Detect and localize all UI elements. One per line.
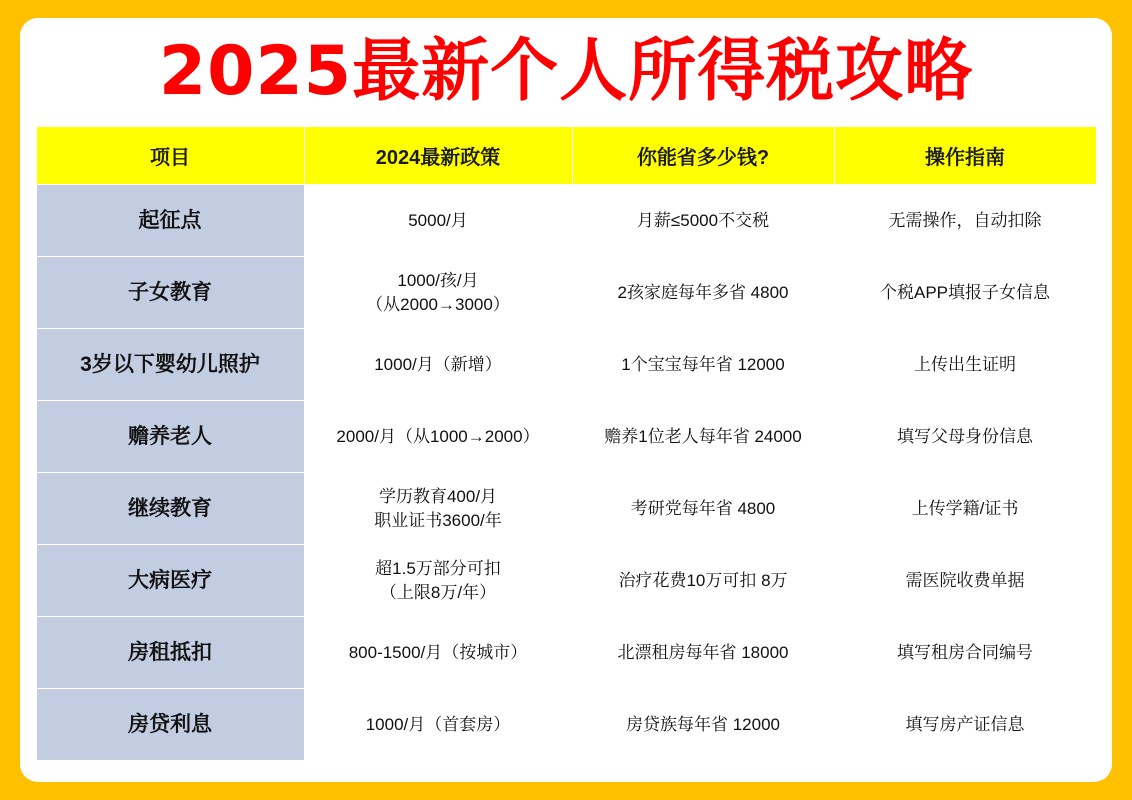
column-header-guide: 操作指南 [834, 127, 1096, 185]
table-row [36, 689, 1096, 761]
cell-line: 填写租房合同编号 [897, 642, 1033, 662]
cell-guide [834, 473, 1096, 545]
table-row [36, 185, 1096, 257]
title-bar [20, 18, 1112, 126]
column-header-item: 项目 [36, 127, 304, 185]
cell-item: 大病医疗 [36, 545, 304, 617]
cell-line: 赡养1位老人每年省 24000 [604, 426, 802, 446]
table-header [36, 127, 1096, 185]
cell-line: 填写父母身份信息 [897, 426, 1033, 446]
cell-item: 3岁以下婴幼儿照护 [36, 329, 304, 401]
cell-saving [572, 545, 834, 617]
cell-line: 2000/月（从1000→2000） [336, 426, 540, 446]
cell-line: 2孩家庭每年多省 4800 [617, 282, 789, 302]
table-row [36, 329, 1096, 401]
table-body [36, 185, 1096, 761]
cell-policy [304, 401, 572, 473]
cell-line: 1000/孩/月 [397, 270, 479, 290]
cell-item: 房租抵扣 [36, 617, 304, 689]
cell-line: （从2000→3000） [366, 294, 510, 314]
cell-line: 上传出生证明 [914, 354, 1016, 374]
header-row [36, 127, 1096, 185]
table-row [36, 473, 1096, 545]
column-header-policy: 2024最新政策 [304, 127, 572, 185]
column-header-saving: 你能省多少钱? [572, 127, 834, 185]
cell-line: 职业证书3600/年 [374, 510, 502, 530]
cell-line: 需医院收费单据 [905, 570, 1025, 590]
cell-policy [304, 185, 572, 257]
cell-line: 月薪≤5000不交税 [636, 210, 770, 230]
cell-saving [572, 473, 834, 545]
cell-item: 继续教育 [36, 473, 304, 545]
cell-line: 学历教育400/月 [378, 486, 498, 506]
table-row [36, 401, 1096, 473]
cell-policy [304, 545, 572, 617]
cell-policy [304, 689, 572, 761]
cell-policy [304, 257, 572, 329]
cell-item: 起征点 [36, 185, 304, 257]
cell-policy [304, 329, 572, 401]
cell-saving [572, 257, 834, 329]
cell-policy [304, 617, 572, 689]
cell-line: 上传学籍/证书 [911, 498, 1019, 518]
poster-card [20, 18, 1112, 782]
cell-guide [834, 617, 1096, 689]
cell-line: 超1.5万部分可扣 [375, 558, 501, 578]
cell-line: 1000/月（首套房） [365, 714, 511, 734]
cell-line: 填写房产证信息 [905, 714, 1025, 734]
table-row [36, 545, 1096, 617]
tax-guide-table [36, 126, 1097, 761]
cell-line: 5000/月 [408, 210, 468, 230]
table-row [36, 257, 1096, 329]
cell-line: （上限8万/年） [379, 582, 497, 602]
cell-item: 房贷利息 [36, 689, 304, 761]
table-row [36, 617, 1096, 689]
cell-line: 治疗花费10万可扣 8万 [618, 570, 788, 590]
cell-line: 考研党每年省 4800 [630, 498, 776, 518]
cell-line: 800-1500/月（按城市） [348, 642, 528, 662]
cell-line: 房贷族每年省 12000 [626, 714, 780, 734]
cell-guide [834, 401, 1096, 473]
cell-saving [572, 185, 834, 257]
cell-saving [572, 617, 834, 689]
cell-item: 子女教育 [36, 257, 304, 329]
cell-line: 北漂租房每年省 18000 [617, 642, 789, 662]
cell-saving [572, 401, 834, 473]
cell-saving [572, 689, 834, 761]
cell-guide [834, 689, 1096, 761]
cell-saving [572, 329, 834, 401]
cell-guide [834, 257, 1096, 329]
page-title: 2025最新个人所得税攻略 [158, 32, 974, 111]
cell-item: 赡养老人 [36, 401, 304, 473]
cell-line: 个税APP填报子女信息 [879, 282, 1051, 302]
cell-line: 1个宝宝每年省 12000 [621, 354, 785, 374]
cell-policy [304, 473, 572, 545]
cell-line: 无需操作，自动扣除 [888, 210, 1042, 230]
cell-line: 1000/月（新增） [374, 354, 502, 374]
cell-guide [834, 545, 1096, 617]
cell-guide [834, 329, 1096, 401]
cell-guide [834, 185, 1096, 257]
